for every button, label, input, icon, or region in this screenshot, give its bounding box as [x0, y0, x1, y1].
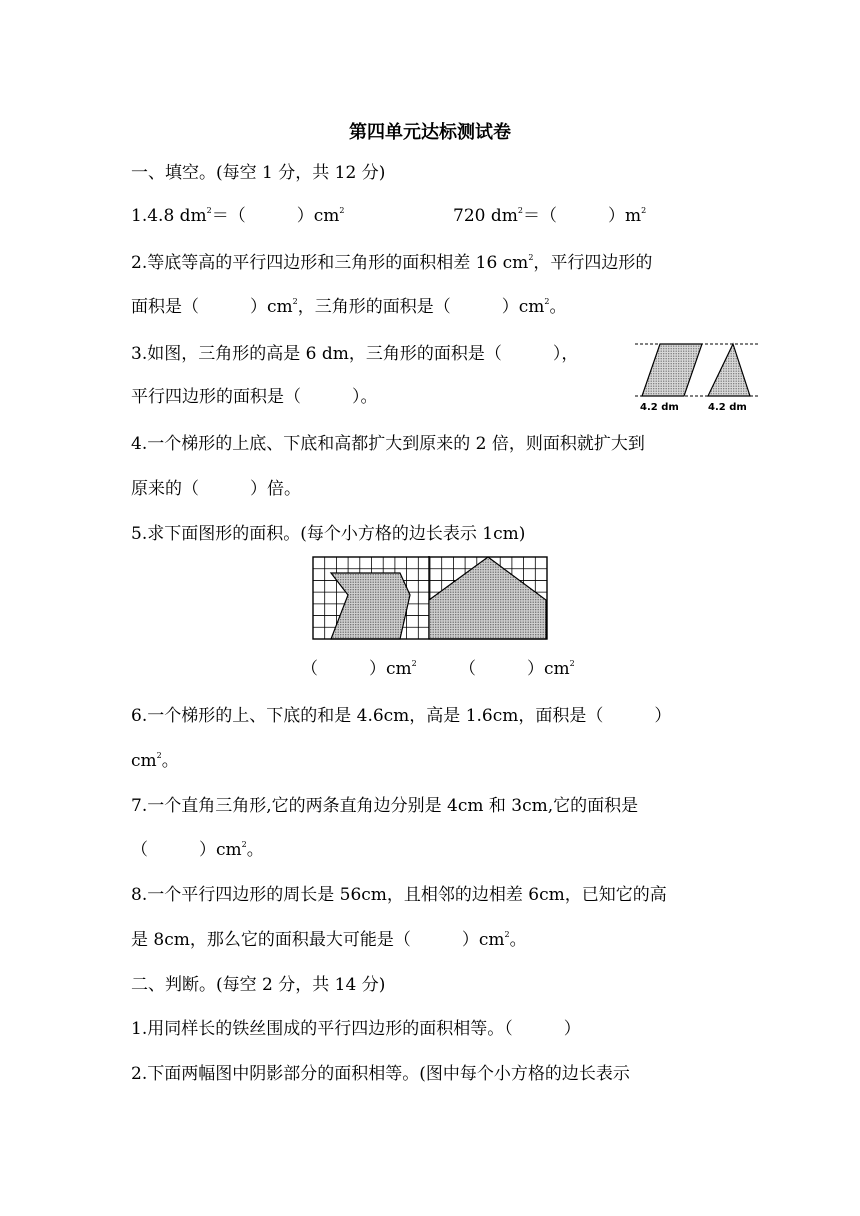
superscript: 2: [504, 930, 510, 939]
question-6-line1: 6.一个梯形的上、下底的和是 4.6cm，高是 1.6cm，面积是（ ）: [131, 706, 672, 726]
q8-end: 。: [509, 930, 527, 950]
q5-ans-right-text: （ ）cm: [459, 659, 570, 679]
q6-end: 。: [161, 751, 179, 771]
question-6-line2: [131, 750, 179, 772]
q1-b-eq: ＝（ ）m: [522, 206, 642, 226]
question-8-line2: [131, 929, 527, 951]
superscript: 2: [339, 206, 345, 215]
question-2-line2: [131, 296, 566, 318]
superscript: 2: [241, 840, 247, 849]
question-7-line1: 7.一个直角三角形,它的两条直角边分别是 4cm 和 3cm,它的面积是: [131, 796, 639, 816]
superscript: 2: [292, 297, 298, 306]
superscript: 2: [411, 659, 417, 668]
triangle-label: 4.2 dm: [708, 402, 747, 413]
q8-line2-text: 是 8cm，那么它的面积最大可能是（ ）cm: [131, 930, 505, 950]
q6-unit: cm: [131, 751, 157, 771]
question-3-line2: 平行四边形的面积是（ ）。: [131, 387, 378, 407]
section1-heading: 一、填空。(每空 1 分，共 12 分): [131, 163, 386, 183]
q1-b-text: 720 dm: [453, 206, 518, 226]
q1-a-eq: ＝（ ）cm: [211, 206, 340, 226]
superscript: 2: [156, 751, 162, 760]
q2-line2-a: 面积是（ ）cm: [131, 297, 293, 317]
q5-grid-figure: [312, 556, 548, 640]
q2-line2-b: ，三角形的面积是（ ）cm: [297, 297, 545, 317]
superscript: 2: [528, 253, 534, 262]
q2-text-after: ，平行四边形的: [533, 253, 653, 273]
question-1-b: [453, 205, 646, 227]
question-3-line1: 3.如图，三角形的高是 6 dm，三角形的面积是（ ），: [131, 344, 579, 364]
question-4-line2: 原来的（ ）倍。: [131, 479, 301, 499]
question-8-line1: 8.一个平行四边形的周长是 56cm，且相邻的边相差 6cm，已知它的高: [131, 885, 667, 905]
judge-1: 1.用同样长的铁丝围成的平行四边形的面积相等。（ ）: [131, 1019, 581, 1039]
pentagon-shape: [429, 557, 546, 639]
judge-2: 2.下面两幅图中阴影部分的面积相等。(图中每个小方格的边长表示: [131, 1064, 630, 1084]
q2-text: 2.等底等高的平行四边形和三角形的面积相差 16 cm: [131, 253, 529, 273]
question-2-line1: [131, 252, 652, 274]
superscript: 2: [569, 659, 575, 668]
superscript: 2: [206, 206, 212, 215]
q5-ans-left-text: （ ）cm: [301, 659, 412, 679]
question-7-line2: [131, 839, 264, 861]
q7-line2-text: （ ）cm: [131, 840, 242, 860]
q7-end: 。: [246, 840, 264, 860]
question-5-line1: 5.求下面图形的面积。(每个小方格的边长表示 1cm): [131, 524, 526, 544]
question-1: [131, 205, 345, 227]
q1-a-text: 1.4.8 dm: [131, 206, 207, 226]
superscript: 2: [641, 206, 647, 215]
q5-answer-right: [459, 658, 575, 680]
q3-figure: [635, 340, 760, 414]
arrow-shape: [331, 573, 410, 639]
superscript: 2: [517, 206, 523, 215]
question-4-line1: 4.一个梯形的上底、下底和高都扩大到原来的 2 倍，则面积就扩大到: [131, 434, 645, 454]
q5-answer-left: [301, 658, 417, 680]
parallelogram-label: 4.2 dm: [640, 402, 679, 413]
q2-line2-c: 。: [549, 297, 567, 317]
section2-heading: 二、判断。(每空 2 分，共 14 分): [131, 975, 386, 995]
superscript: 2: [544, 297, 550, 306]
triangle-shape: [708, 344, 750, 396]
parallelogram-shape: [642, 344, 702, 396]
page-title: 第四单元达标测试卷: [349, 122, 511, 143]
